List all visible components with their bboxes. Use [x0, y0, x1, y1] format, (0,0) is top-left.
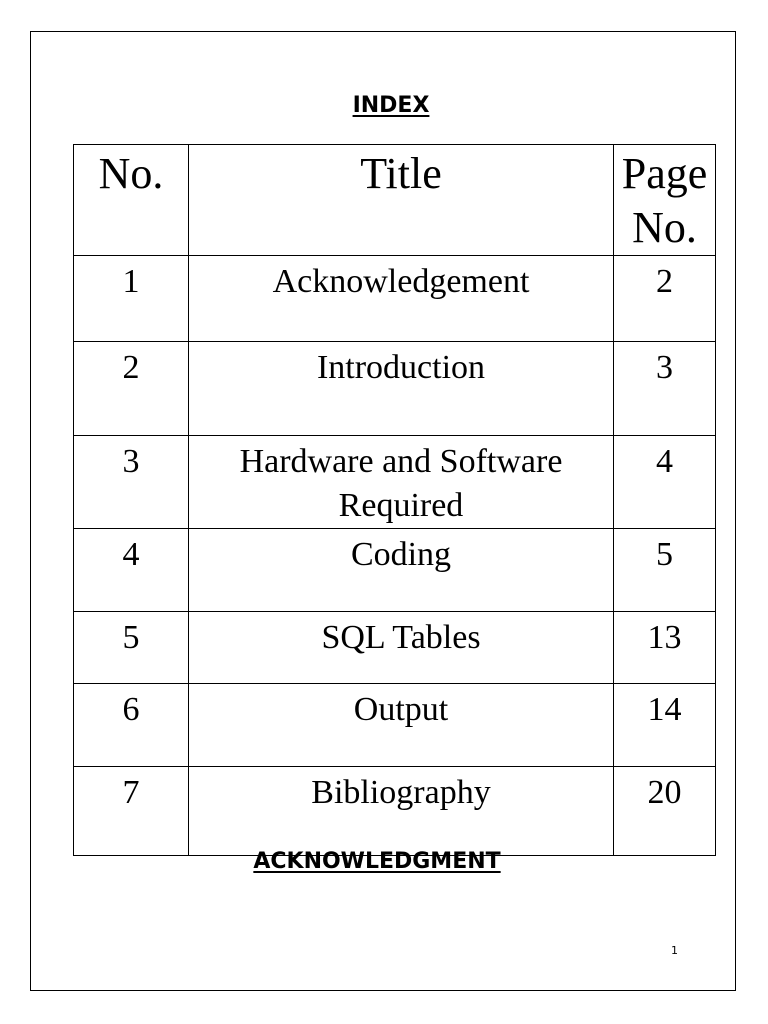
- row-title: Coding: [189, 529, 614, 612]
- table-row: [74, 256, 716, 342]
- table-row: [74, 612, 716, 684]
- row-page: 20: [614, 767, 716, 856]
- row-page: 5: [614, 529, 716, 612]
- row-number: 7: [74, 767, 189, 856]
- row-page: 4: [614, 436, 716, 529]
- row-title: Hardware and Software Required: [189, 436, 614, 529]
- acknowledgment-heading: ACKNOWLEDGMENT: [253, 849, 501, 874]
- row-number: 3: [74, 436, 189, 529]
- column-header-title: Title: [189, 145, 614, 256]
- index-table: [73, 144, 716, 856]
- row-title: Acknowledgement: [189, 256, 614, 342]
- column-header-no: No.: [74, 145, 189, 256]
- row-page: 14: [614, 684, 716, 767]
- table-row: [74, 767, 716, 856]
- row-title: Output: [189, 684, 614, 767]
- index-heading: INDEX: [352, 93, 430, 118]
- table-row: [74, 342, 716, 436]
- row-number: 4: [74, 529, 189, 612]
- table-header-row: [74, 145, 716, 256]
- row-number: 1: [74, 256, 189, 342]
- row-number: 5: [74, 612, 189, 684]
- row-title: Bibliography: [189, 767, 614, 856]
- row-page: 3: [614, 342, 716, 436]
- row-page: 2: [614, 256, 716, 342]
- row-page: 13: [614, 612, 716, 684]
- row-title: Introduction: [189, 342, 614, 436]
- page-number: 1: [671, 944, 678, 957]
- table-row: [74, 684, 716, 767]
- row-number: 6: [74, 684, 189, 767]
- row-number: 2: [74, 342, 189, 436]
- column-header-page: Page No.: [614, 145, 716, 256]
- row-title: SQL Tables: [189, 612, 614, 684]
- table-row: [74, 529, 716, 612]
- table-row: [74, 436, 716, 529]
